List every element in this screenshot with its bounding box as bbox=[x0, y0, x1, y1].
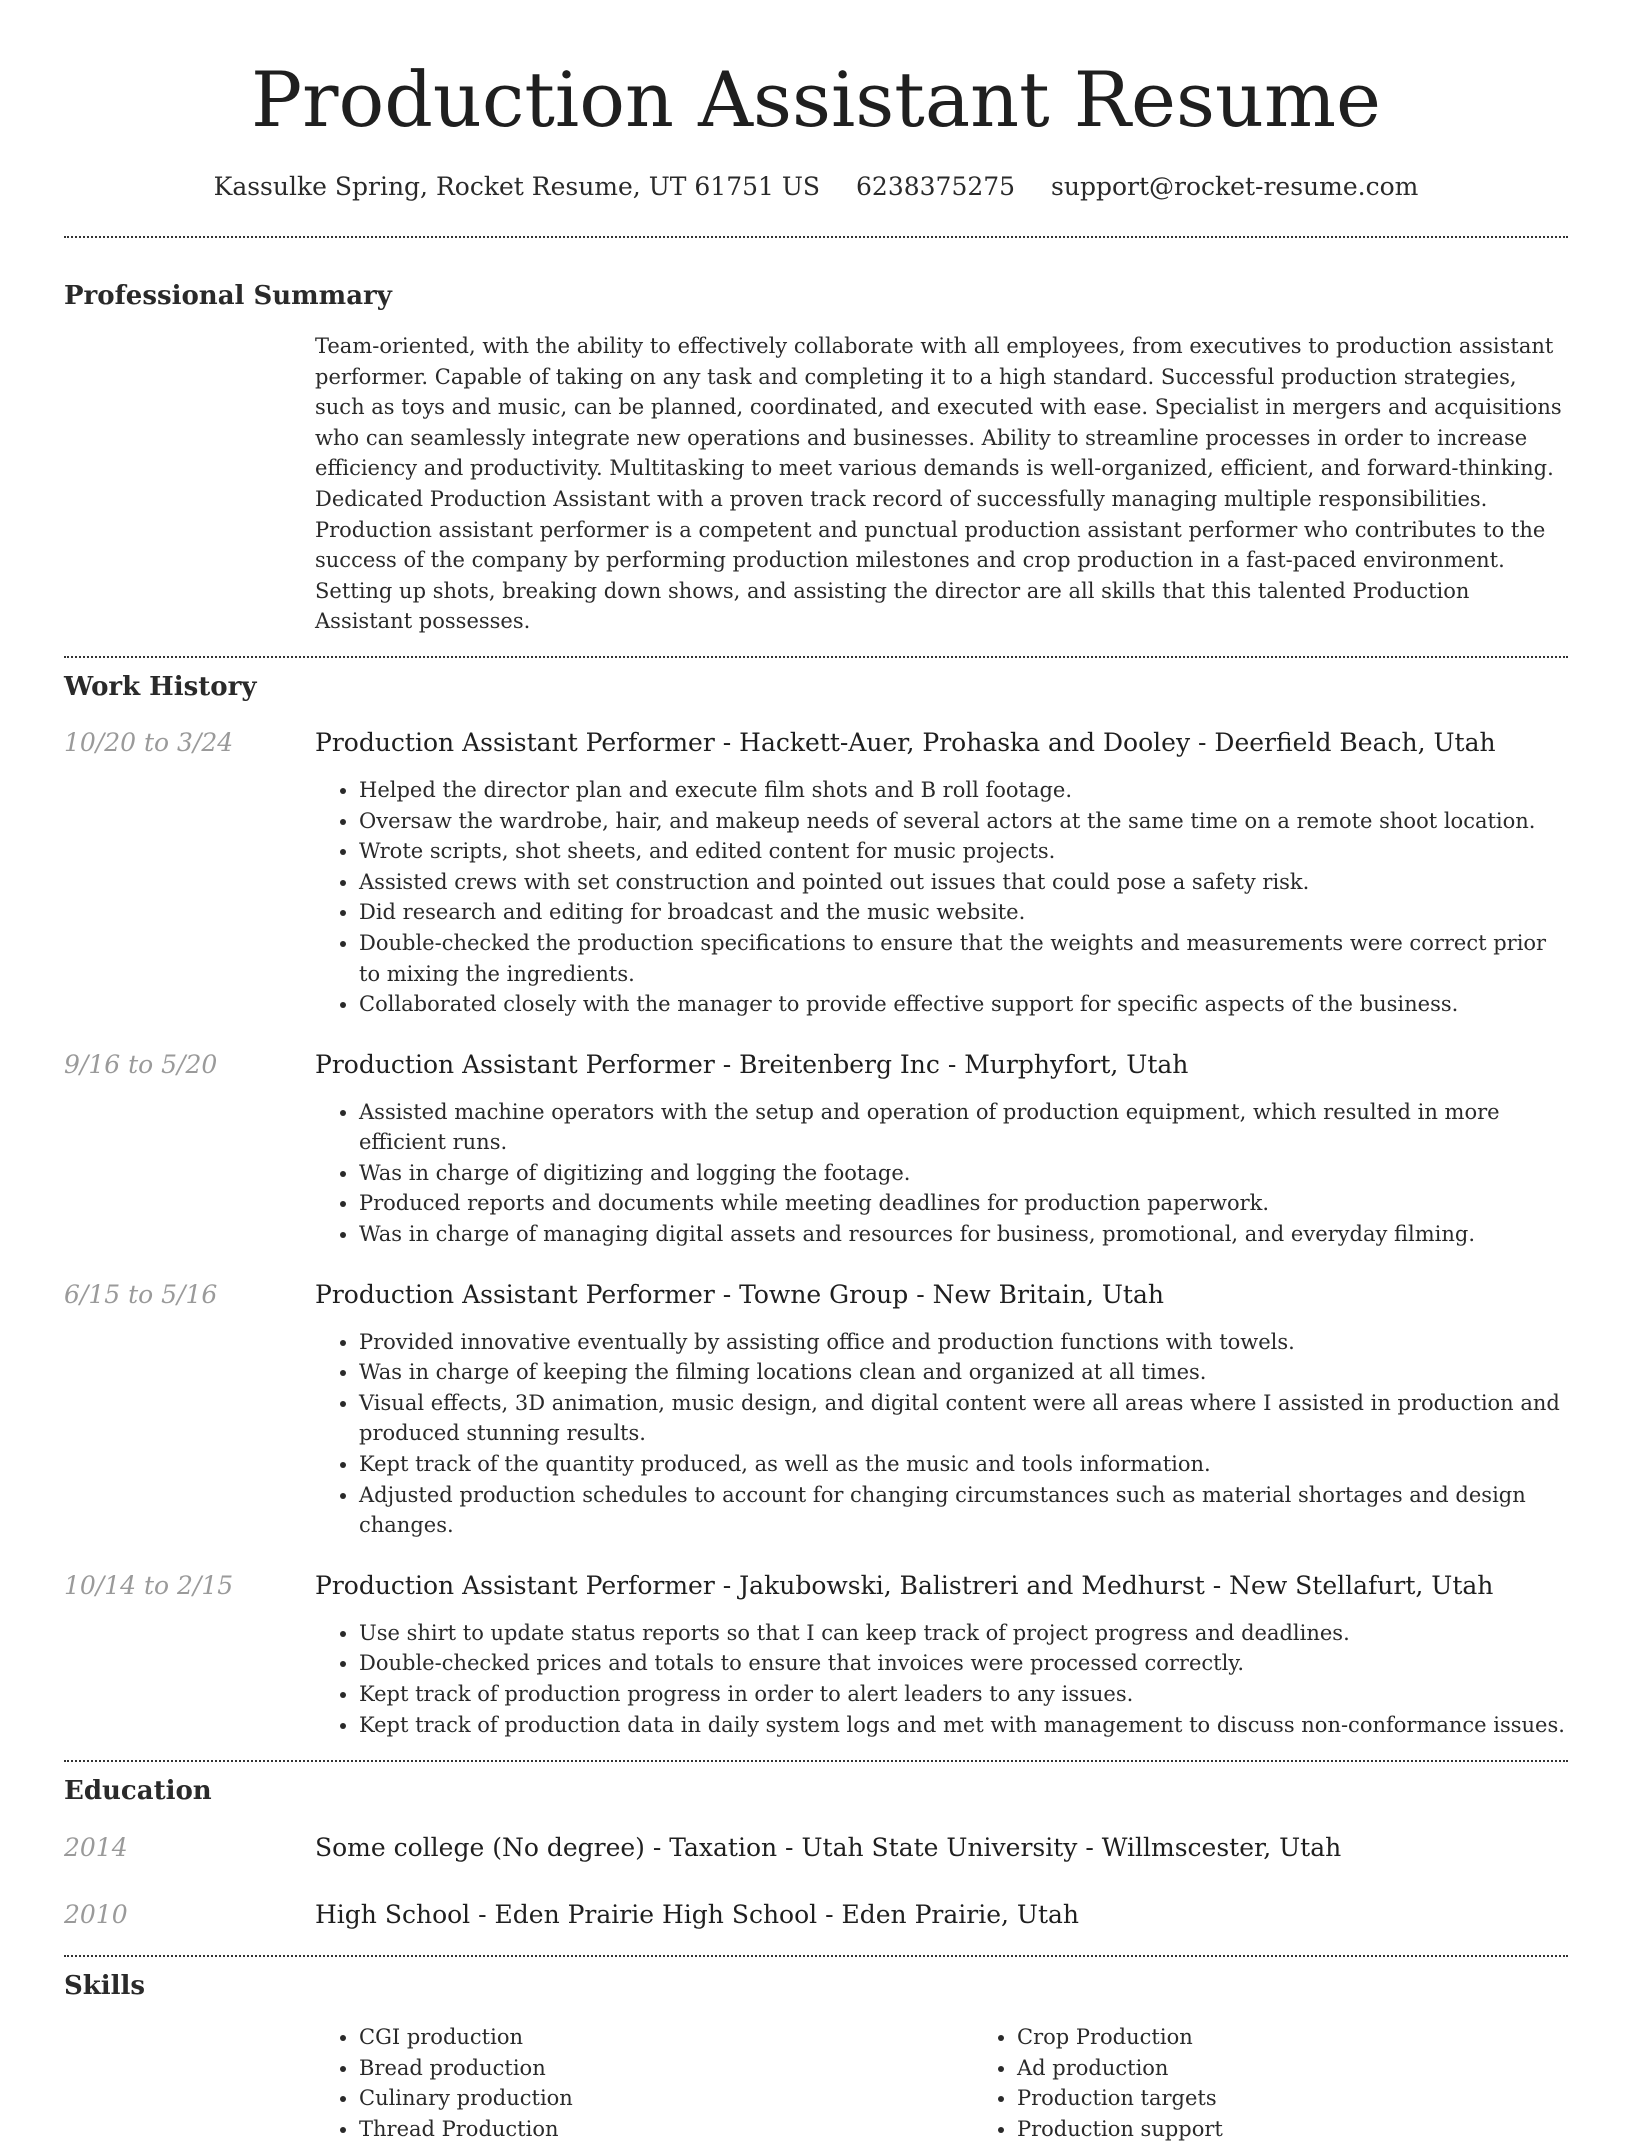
summary-heading: Professional Summary bbox=[64, 281, 392, 311]
list-item: • Assisted machine operators with the setup and operation of production equipment, which resulted in more efficient runs. bbox=[359, 1097, 1568, 1158]
list-item: • Kept track of the quantity produced, as well as the music and tools information. bbox=[359, 1449, 1568, 1480]
education-text: Some college (No degree) - Taxation - Utah State University - Willmscester, Utah bbox=[315, 1833, 1342, 1863]
skill-item: • Crop Production bbox=[1017, 2022, 1631, 2053]
contact-address: Kassulke Spring, Rocket Resume, UT 61751 US bbox=[213, 172, 821, 201]
skill-item: • Thread Production bbox=[359, 2114, 973, 2145]
list-item: • Collaborated closely with the manager to provide effective support for specific aspects of the business. bbox=[359, 989, 1568, 1020]
list-item: • Helped the director plan and execute film shots and B roll footage. bbox=[359, 775, 1568, 806]
education-entry bbox=[64, 1831, 1568, 1865]
list-item: • Was in charge of managing digital assets and resources for business, promotional, and everyday filming. bbox=[359, 1219, 1568, 1250]
list-item: • Provided innovative eventually by assisting office and production functions with towels. bbox=[359, 1327, 1568, 1358]
section-divider bbox=[64, 236, 1568, 238]
skills-list-left bbox=[315, 2022, 973, 2144]
section-divider bbox=[64, 1955, 1568, 1957]
list-item: • Kept track of production data in daily system logs and met with management to discuss non-conformance issues. bbox=[359, 1710, 1568, 1741]
skills-section bbox=[64, 1968, 1568, 2144]
job-entry bbox=[64, 1048, 1568, 1250]
skill-item: • CGI production bbox=[359, 2022, 973, 2053]
education-text: High School - Eden Prairie High School - Eden Prairie, Utah bbox=[315, 1900, 1080, 1930]
job-bullets bbox=[315, 1097, 1568, 1250]
contact-line bbox=[64, 170, 1568, 204]
contact-email[interactable]: support@rocket-resume.com bbox=[1051, 172, 1419, 201]
job-dates: 9/16 to 5/20 bbox=[64, 1049, 218, 1079]
list-item: • Adjusted production schedules to account for changing circumstances such as material shortages and design changes. bbox=[359, 1480, 1568, 1541]
list-item: • Double-checked prices and totals to ensure that invoices were processed correctly. bbox=[359, 1648, 1568, 1679]
list-item: • Kept track of production progress in order to alert leaders to any issues. bbox=[359, 1679, 1568, 1710]
job-entry bbox=[64, 1278, 1568, 1541]
resume-title: Production Assistant Resume bbox=[251, 55, 1381, 144]
job-title: Production Assistant Performer - Hackett-Auer, Prohaska and Dooley - Deerfield Beach, Utah bbox=[315, 727, 1496, 757]
list-item: • Double-checked the production specifications to ensure that the weights and measurements were correct prior to mixing the ingredients. bbox=[359, 928, 1568, 989]
education-year: 2010 bbox=[64, 1900, 128, 1930]
list-item: • Use shirt to update status reports so that I can keep track of project progress and deadlines. bbox=[359, 1618, 1568, 1649]
list-item: • Produced reports and documents while meeting deadlines for production paperwork. bbox=[359, 1188, 1568, 1219]
work-history-heading: Work History bbox=[64, 671, 257, 702]
job-bullets bbox=[315, 1618, 1568, 1740]
resume-page bbox=[64, 0, 1568, 2145]
job-bullets bbox=[315, 775, 1568, 1020]
job-dates: 6/15 to 5/16 bbox=[64, 1279, 218, 1309]
list-item: • Visual effects, 3D animation, music design, and digital content were all areas where I assisted in production and produced stunning results. bbox=[359, 1388, 1568, 1449]
summary-section bbox=[64, 278, 1568, 637]
education-section bbox=[64, 1773, 1568, 1932]
job-title: Production Assistant Performer - Breitenberg Inc - Murphyfort, Utah bbox=[315, 1049, 1189, 1079]
skill-item: • Bread production bbox=[359, 2053, 973, 2084]
contact-phone[interactable]: 6238375275 bbox=[856, 172, 1016, 201]
education-heading: Education bbox=[64, 1776, 212, 1807]
list-item: • Wrote scripts, shot sheets, and edited content for music projects. bbox=[359, 836, 1568, 867]
skill-item: • Production support bbox=[1017, 2114, 1631, 2145]
list-item: • Was in charge of digitizing and logging the footage. bbox=[359, 1158, 1568, 1189]
work-history-section bbox=[64, 669, 1568, 1740]
section-divider bbox=[64, 656, 1568, 658]
skill-item: • Ad production bbox=[1017, 2053, 1631, 2084]
summary-text: Team-oriented, with the ability to effectively collaborate with all employees, from executives to production assistant performer. Capable of taking on any task and completing it to a high standard. Successful production strategies, such as toys and music, can be planned, coordinated, and executed with ease. Specialist in mergers and acquisitions who can seamlessly integrate new operations and businesses. Ability to streamline processes in order to increase efficiency and productivity. Multitasking to meet various demands is well-organized, efficient, and forward-thinking. Dedicated Production Assistant with a proven track record of successfully managing multiple responsibilities. Production assistant performer is a competent and punctual production assistant performer who contributes to the success of the company by performing production milestones and crop production in a fast-paced environment. Setting up shots, breaking down shows, and assisting the director are all skills that this talented Production Assistant possesses. bbox=[315, 334, 1562, 634]
list-item: • Assisted crews with set construction and pointed out issues that could pose a safety risk. bbox=[359, 867, 1568, 898]
job-dates: 10/20 to 3/24 bbox=[64, 727, 234, 757]
job-title: Production Assistant Performer - Towne Group - New Britain, Utah bbox=[315, 1279, 1164, 1309]
education-year: 2014 bbox=[64, 1833, 128, 1863]
job-entry bbox=[64, 726, 1568, 1020]
skill-item: • Production targets bbox=[1017, 2083, 1631, 2114]
list-item: • Did research and editing for broadcast and the music website. bbox=[359, 897, 1568, 928]
skills-list-right bbox=[973, 2022, 1631, 2144]
skills-heading: Skills bbox=[64, 1971, 146, 2002]
job-bullets bbox=[315, 1327, 1568, 1541]
job-entry bbox=[64, 1569, 1568, 1740]
section-divider bbox=[64, 1760, 1568, 1762]
list-item: • Oversaw the wardrobe, hair, and makeup needs of several actors at the same time on a remote shoot location. bbox=[359, 806, 1568, 837]
job-title: Production Assistant Performer - Jakubowski, Balistreri and Medhurst - New Stellafurt, Utah bbox=[315, 1570, 1494, 1600]
list-item: • Was in charge of keeping the filming locations clean and organized at all times. bbox=[359, 1357, 1568, 1388]
job-dates: 10/14 to 2/15 bbox=[64, 1570, 234, 1600]
education-entry bbox=[64, 1898, 1568, 1932]
skill-item: • Culinary production bbox=[359, 2083, 973, 2114]
